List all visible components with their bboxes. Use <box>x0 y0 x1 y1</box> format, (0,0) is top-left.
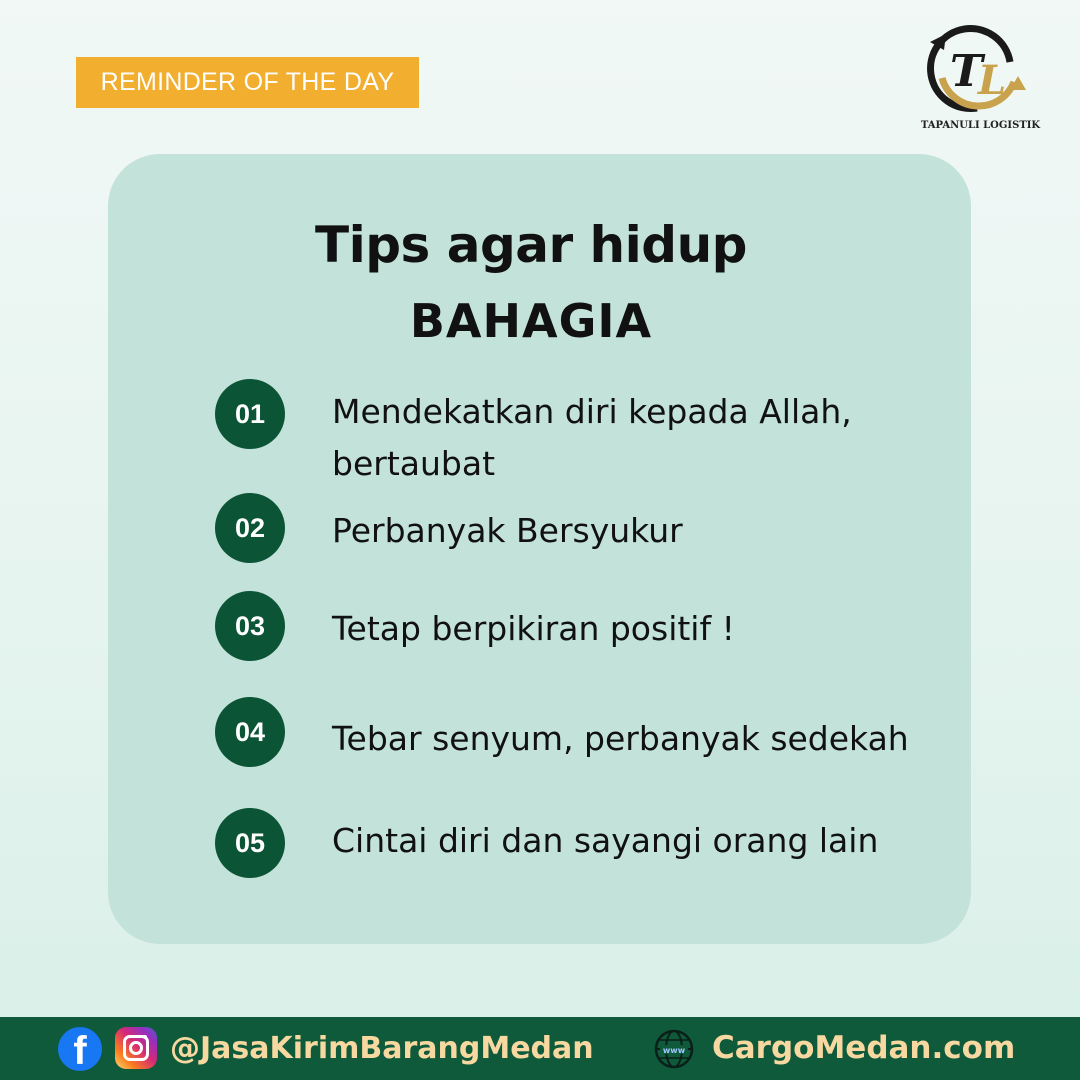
tip-text-3: Tetap berpikiran positif ! <box>332 609 735 648</box>
reminder-badge: REMINDER OF THE DAY <box>76 57 419 108</box>
tip-text-2: Perbanyak Bersyukur <box>332 511 683 550</box>
globe-icon <box>653 1028 695 1070</box>
tip-number-5: 05 <box>215 808 285 878</box>
tip-number-4: 04 <box>215 697 285 767</box>
svg-text:L: L <box>978 57 1007 104</box>
tips-card <box>108 154 971 944</box>
website-link[interactable]: CargoMedan.com <box>712 1030 1016 1066</box>
svg-text:www: www <box>662 1046 686 1055</box>
footer-bar <box>0 1017 1080 1080</box>
tip-number-2: 02 <box>215 493 285 563</box>
tip-number-1: 01 <box>215 379 285 449</box>
facebook-icon[interactable]: f <box>58 1027 102 1071</box>
tip-text-4: Tebar senyum, perbanyak sedekah <box>332 719 909 758</box>
tip-number-3: 03 <box>215 591 285 661</box>
tapanuli-logistik-logo <box>918 20 1043 140</box>
social-handle[interactable]: @JasaKirimBarangMedan <box>170 1031 594 1066</box>
tip-text-1: Mendekatkan diri kepada Allah, bertaubat <box>332 392 852 483</box>
logo-caption: TAPANULI LOGISTIK <box>920 120 1041 131</box>
title-line-1: Tips agar hidup <box>315 216 747 274</box>
svg-text:T: T <box>950 46 983 97</box>
title-line-2: BAHAGIA <box>409 294 653 348</box>
instagram-icon[interactable] <box>115 1027 157 1069</box>
tip-text-5: Cintai diri dan sayangi orang lain <box>332 821 879 860</box>
